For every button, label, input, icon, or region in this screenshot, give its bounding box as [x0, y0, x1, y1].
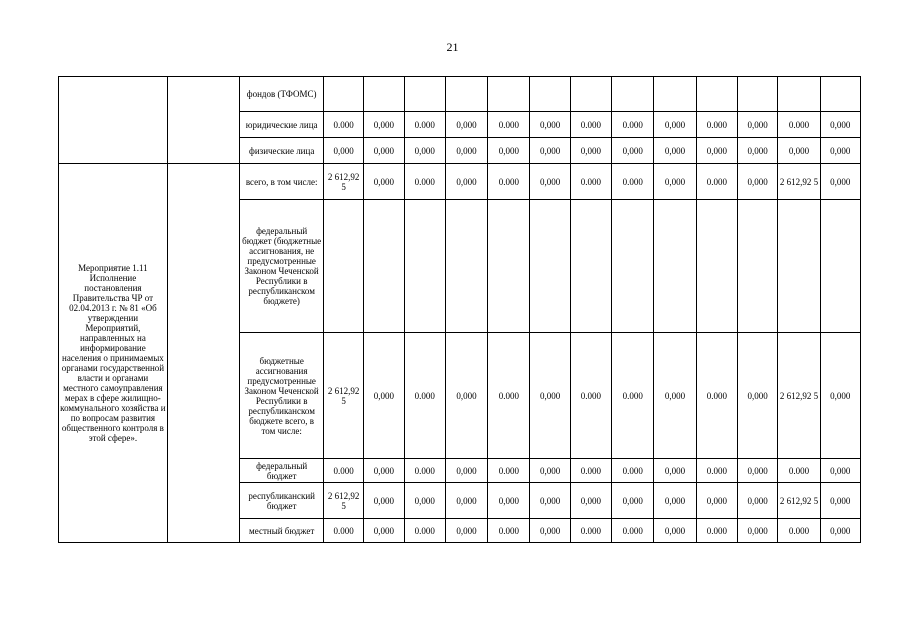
value-cell [445, 200, 487, 333]
funding-source: федеральный бюджет [240, 459, 324, 483]
value-cell [612, 200, 654, 333]
value-cell: 0,000 [445, 164, 487, 200]
table-row [59, 77, 861, 112]
value-cell: 0,000 [738, 483, 778, 519]
value-cell: 0.000 [488, 333, 530, 459]
value-cell: 0,000 [404, 138, 445, 164]
value-cell: 0.000 [778, 519, 820, 543]
value-cell [738, 77, 778, 112]
value-cell [488, 200, 530, 333]
funding-source: республиканский бюджет [240, 483, 324, 519]
value-cell: 0,000 [364, 138, 404, 164]
value-cell: 0,000 [820, 138, 860, 164]
value-cell: 0,000 [530, 519, 570, 543]
value-cell [820, 200, 860, 333]
value-cell: 0,000 [820, 164, 860, 200]
value-cell: 0.000 [404, 333, 445, 459]
value-cell: 2 612,92 5 [323, 333, 363, 459]
value-cell: 0,000 [738, 112, 778, 138]
value-cell: 0.000 [612, 459, 654, 483]
value-cell: 0.000 [488, 459, 530, 483]
value-cell: 0,000 [820, 519, 860, 543]
value-cell: 0,000 [445, 333, 487, 459]
value-cell: 2 612,92 5 [323, 164, 363, 200]
value-cell [404, 77, 445, 112]
value-cell: 0,000 [738, 519, 778, 543]
value-cell: 0,000 [612, 138, 654, 164]
value-cell [445, 77, 487, 112]
activity-cell-empty [59, 77, 168, 164]
value-cell: 0,000 [654, 459, 696, 483]
value-cell: 0,000 [364, 519, 404, 543]
value-cell: 0,000 [612, 483, 654, 519]
value-cell: 0,000 [820, 459, 860, 483]
table-row [59, 164, 861, 200]
value-cell: 0.000 [488, 164, 530, 200]
value-cell: 0,000 [654, 164, 696, 200]
value-cell: 0.000 [570, 164, 611, 200]
value-cell: 0,000 [530, 333, 570, 459]
value-cell: 0.000 [778, 459, 820, 483]
value-cell [364, 200, 404, 333]
value-cell [570, 77, 611, 112]
funding-source: всего, в том числе: [240, 164, 324, 200]
value-cell: 0,000 [364, 164, 404, 200]
value-cell [612, 77, 654, 112]
value-cell [488, 77, 530, 112]
funding-source: бюджетные ассигнования предусмотренные Законом Чеченской Республики в республиканском бюджете всего, в том числе: [240, 333, 324, 459]
value-cell: 0.000 [323, 519, 363, 543]
value-cell: 0,000 [488, 483, 530, 519]
value-cell: 0,000 [445, 483, 487, 519]
value-cell: 0.000 [612, 164, 654, 200]
value-cell: 0,000 [820, 112, 860, 138]
value-cell: 0.000 [404, 112, 445, 138]
value-cell: 0,000 [820, 483, 860, 519]
value-cell: 0,000 [488, 138, 530, 164]
value-cell: 0.000 [696, 333, 737, 459]
value-cell: 2 612,92 5 [778, 164, 820, 200]
value-cell [738, 200, 778, 333]
value-cell: 0.000 [612, 112, 654, 138]
value-cell: 0.000 [404, 164, 445, 200]
value-cell: 0,000 [654, 519, 696, 543]
funding-source: физические лица [240, 138, 324, 164]
value-cell [364, 77, 404, 112]
funding-source: юридические лица [240, 112, 324, 138]
funding-source: федеральный бюджет (бюджетные ассигнования, не предусмотренные Законом Чеченской Республики в республиканском бюджете) [240, 200, 324, 333]
value-cell [323, 77, 363, 112]
value-cell: 0.000 [696, 112, 737, 138]
value-cell: 0,000 [654, 483, 696, 519]
value-cell: 2 612,92 5 [778, 333, 820, 459]
value-cell [696, 200, 737, 333]
value-cell: 0.000 [570, 459, 611, 483]
value-cell: 0.000 [404, 459, 445, 483]
value-cell: 0,000 [404, 483, 445, 519]
value-cell: 0,000 [570, 483, 611, 519]
value-cell: 0,000 [654, 138, 696, 164]
value-cell: 0,000 [820, 333, 860, 459]
value-cell: 0.000 [570, 333, 611, 459]
value-cell: 0.000 [778, 112, 820, 138]
value-cell: 0.000 [404, 519, 445, 543]
value-cell: 0,000 [738, 459, 778, 483]
budget-table [58, 76, 861, 543]
value-cell [654, 200, 696, 333]
value-cell: 0.000 [323, 459, 363, 483]
value-cell: 0,000 [530, 459, 570, 483]
value-cell [530, 200, 570, 333]
value-cell: 0.000 [696, 164, 737, 200]
value-cell [778, 200, 820, 333]
value-cell: 0,000 [738, 333, 778, 459]
value-cell: 0.000 [488, 519, 530, 543]
value-cell: 0.000 [570, 112, 611, 138]
value-cell: 0,000 [445, 112, 487, 138]
value-cell: 0,000 [323, 138, 363, 164]
value-cell: 0,000 [445, 459, 487, 483]
value-cell: 0,000 [445, 138, 487, 164]
value-cell [820, 77, 860, 112]
value-cell [323, 200, 363, 333]
value-cell: 0,000 [364, 333, 404, 459]
value-cell: 0,000 [530, 164, 570, 200]
value-cell: 0.000 [488, 112, 530, 138]
value-cell: 0,000 [530, 483, 570, 519]
value-cell: 0,000 [570, 138, 611, 164]
value-cell: 2 612,92 5 [778, 483, 820, 519]
value-cell [778, 77, 820, 112]
value-cell [404, 200, 445, 333]
value-cell: 0,000 [530, 112, 570, 138]
funding-source: фондов (ТФОМС) [240, 77, 324, 112]
value-cell: 0,000 [445, 519, 487, 543]
value-cell: 0,000 [364, 459, 404, 483]
value-cell: 0.000 [612, 519, 654, 543]
value-cell [696, 77, 737, 112]
activity-description: Мероприятие 1.11 Исполнение постановления Правительства ЧР от 02.04.2013 г. № 81 «Об утверждении Мероприятий, направленных на информирование населения о принимаемых органами государственной власти и органами местного самоуправления мерах в сфере жилищно-коммунального хозяйства и по вопросам развития общественного контроля в этой сфере». [59, 164, 168, 543]
page-number: 21 [446, 40, 459, 54]
value-cell: 0.000 [612, 333, 654, 459]
value-cell: 0,000 [364, 483, 404, 519]
value-cell [654, 77, 696, 112]
value-cell: 0,000 [696, 483, 737, 519]
value-cell: 0.000 [323, 112, 363, 138]
value-cell [530, 77, 570, 112]
value-cell: 0.000 [696, 459, 737, 483]
value-cell [570, 200, 611, 333]
executor-cell-empty [167, 164, 240, 543]
value-cell: 0,000 [696, 138, 737, 164]
value-cell: 2 612,92 5 [323, 483, 363, 519]
value-cell: 0.000 [570, 519, 611, 543]
value-cell: 0,000 [654, 333, 696, 459]
value-cell: 0,000 [778, 138, 820, 164]
value-cell: 0,000 [738, 164, 778, 200]
value-cell: 0.000 [696, 519, 737, 543]
executor-cell-empty [167, 77, 240, 164]
value-cell: 0,000 [364, 112, 404, 138]
funding-source: местный бюджет [240, 519, 324, 543]
value-cell: 0,000 [530, 138, 570, 164]
value-cell: 0,000 [738, 138, 778, 164]
value-cell: 0,000 [654, 112, 696, 138]
